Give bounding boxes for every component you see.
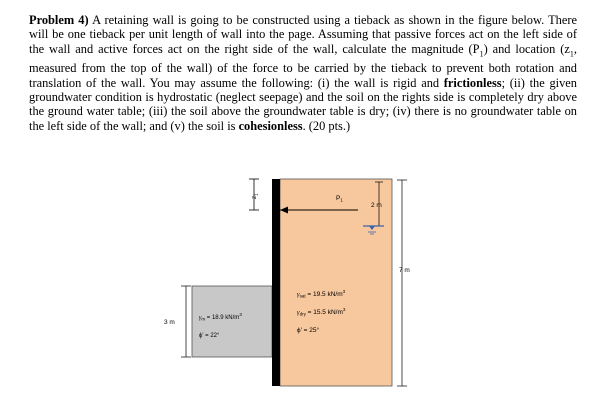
z1-label: $z_1$ [252,193,259,199]
phi-right-label: ϕ' = 25° [297,327,320,334]
problem-text-part: A retaining wall is going to be constructed using a tieback as shown in the figure below. There will be one tieback per unit length of wall into the page. Assuming that passive forces act on the left side of the wall and active forces act on the right side of the wall, calculate the magnitude (P [29,13,577,56]
gamma-sat-label: $\gamma_{sat} = 19.5$ $kN/m^3$ [297,289,346,299]
subscript: 1 [479,49,484,59]
dim-2m-label: 2 m [371,202,382,209]
problem-number: Problem 4) [29,13,89,27]
problem-text-part: . (20 pts.) [302,118,351,133]
gamma-dry-label: $\gamma_{dry} = 15.5$ $kN/m^3$ [297,307,346,317]
p1-label: $P_1$ [336,195,343,203]
problem-text-part: ; (ii) the given groundwater condition is hydrostatic (neglect seepage) and the soil on the rights side is completely dry above the ground water table; (iii) the soil above the groundwater table is dry; (iv) there is no groundwater table on the left side of the wall; and (v) the soil is [29,75,577,133]
gamma-m-label: $\gamma_m = 18.9$ $kN/m^3$ [199,312,242,322]
retaining-wall [272,179,280,386]
problem-text-part: , measured from the top of the wall) of the force to be carried by the tieback to prevent both rotation and translation of the wall. You may assume the following: (i) the wall is rigid and [29,41,577,90]
subscript: 1 [569,49,574,59]
dim-7m [397,180,410,386]
z1-dimension [249,179,259,210]
dim-3m-label: 3 m [164,319,175,326]
left-soil-block [192,286,272,357]
bold-term-frictionless: frictionless [443,75,502,90]
phi-left-label: ϕ' = 22° [199,333,220,339]
dim-3m [164,286,191,357]
dim-7m-label: 7 m [399,267,410,274]
problem-text-part: ) and location (z [483,41,570,56]
bold-term-cohesionless: cohesionless [238,118,303,133]
